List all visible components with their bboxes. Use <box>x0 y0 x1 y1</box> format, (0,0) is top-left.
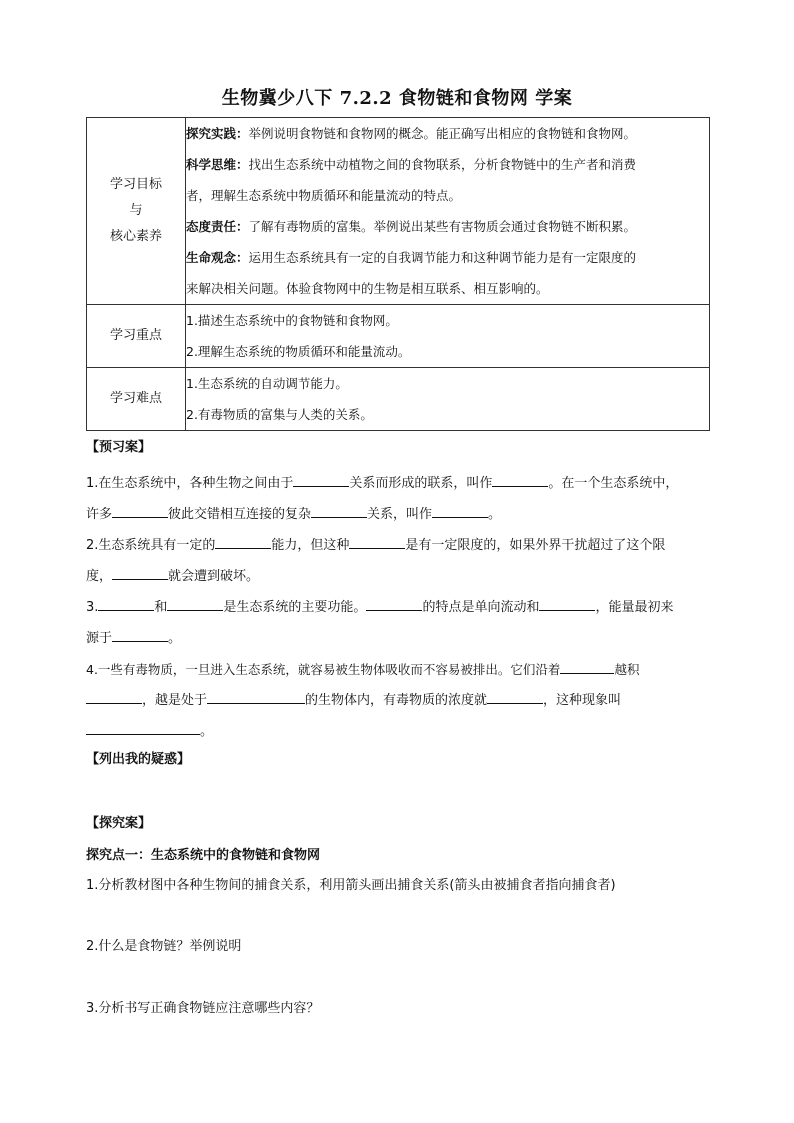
preview-question-4: 4.一些有毒物质，一旦进入生态系统，就容易被生物体吸收而不容易被排出。它们沿着 越积 ，越是处于 的生物体内，有毒物质的浓度就 ，这种现象叫 。 <box>86 654 710 747</box>
goals-content <box>186 118 710 305</box>
explore-heading: 【探究案】 <box>86 816 152 831</box>
preview-question-2: 2.生态系统具有一定的 能力，但这种 是有一定限度的，如果外界干扰超过了这个限 度， 就会遭到破坏。 <box>86 530 710 592</box>
key-points-header: 学习重点 <box>87 305 186 368</box>
answer-blank[interactable] <box>487 689 543 704</box>
goal-text: 找出生态系统中动植物之间的食物联系，分析食物链中的生产者和消费 <box>248 157 637 172</box>
goal-text: 运用生态系统具有一定的自我调节能力和这种调节能力是有一定限度的 <box>248 250 637 265</box>
learning-goals-table <box>86 117 710 431</box>
answer-blank[interactable] <box>98 596 154 611</box>
answer-blank[interactable] <box>560 659 614 674</box>
difficulties-header: 学习难点 <box>87 368 186 431</box>
preview-question-1: 1.在生态系统中，各种生物之间由于 关系而形成的联系，叫作 。在一个生态系统中， 许多 彼此交错相互连接的复杂 关系，叫作 。 <box>86 468 710 530</box>
answer-blank[interactable] <box>492 472 548 487</box>
key-point-item: 1.描述生态系统中的食物链和食物网。 <box>186 313 398 328</box>
document-title: 生物冀少八下 7.2.2 食物链和食物网 学案 <box>221 88 573 109</box>
goal-text: 举例说明食物链和食物网的概念。能正确写出相应的食物链和食物网。 <box>248 126 637 141</box>
goal-label: 探究实践： <box>186 126 249 141</box>
goal-text: 了解有毒物质的富集。举例说出某些有害物质会通过食物链不断积累。 <box>248 219 637 234</box>
explore-question-2: 2.什么是食物链？举例说明 <box>86 939 242 954</box>
answer-blank[interactable] <box>167 596 223 611</box>
goal-attitude-responsibility <box>186 211 709 242</box>
answer-blank[interactable] <box>432 503 488 518</box>
goal-label: 态度责任： <box>186 219 249 234</box>
answer-blank[interactable] <box>86 720 200 735</box>
doubts-heading: 【列出我的疑惑】 <box>86 752 191 767</box>
goal-label: 科学思维： <box>186 157 249 172</box>
table-row-difficulties <box>87 368 710 431</box>
preview-question-3: 3. 和 是生态系统的主要功能。 的特点是单向流动和 ，能量最初来 源于 。 <box>86 592 710 654</box>
difficulty-item: 2.有毒物质的富集与人类的关系。 <box>186 407 373 422</box>
goal-text-continued: 来解决相关问题。体验食物网中的生物是相互联系、相互影响的。 <box>186 281 549 296</box>
doubts-section <box>86 750 710 770</box>
answer-blank[interactable] <box>112 627 168 642</box>
preview-section <box>86 438 710 747</box>
explore-section <box>86 814 710 1024</box>
goal-scientific-thinking <box>186 149 709 180</box>
answer-blank[interactable] <box>112 565 168 580</box>
goals-header-line-1: 学习目标 <box>109 177 162 192</box>
goal-text-continued: 者，理解生态系统中物质循环和能量流动的特点。 <box>186 188 462 203</box>
goals-header-line-3: 核心素养 <box>109 229 162 244</box>
difficulties-content <box>186 368 710 431</box>
explore-question-3: 3.分析书写正确食物链应注意哪些内容？ <box>86 1001 320 1016</box>
table-row-goals <box>87 118 710 305</box>
preview-heading: 【预习案】 <box>86 440 152 455</box>
answer-blank[interactable] <box>207 689 305 704</box>
goal-label: 生命观念： <box>186 250 249 265</box>
goals-row-header <box>87 118 186 305</box>
answer-blank[interactable] <box>311 503 367 518</box>
answer-blank[interactable] <box>86 689 142 704</box>
goal-explore-practice <box>186 118 709 149</box>
goal-life-concept <box>186 242 709 273</box>
answer-blank[interactable] <box>366 596 422 611</box>
key-point-item: 2.理解生态系统的物质循环和能量流动。 <box>186 344 411 359</box>
difficulty-item: 1.生态系统的自动调节能力。 <box>186 376 348 391</box>
answer-blank[interactable] <box>539 596 595 611</box>
explore-question-1: 1.分析教材图中各种生物间的捕食关系，利用箭头画出捕食关系(箭头由被捕食者指向捕食者) <box>86 878 616 893</box>
answer-blank[interactable] <box>293 472 349 487</box>
goals-header-line-2: 与 <box>129 203 143 218</box>
explore-point-1-heading: 探究点一：生态系统中的食物链和食物网 <box>86 848 321 863</box>
answer-blank[interactable] <box>112 503 168 518</box>
answer-blank[interactable] <box>349 534 405 549</box>
key-points-content <box>186 305 710 368</box>
answer-blank[interactable] <box>215 534 271 549</box>
table-row-key-points <box>87 305 710 368</box>
